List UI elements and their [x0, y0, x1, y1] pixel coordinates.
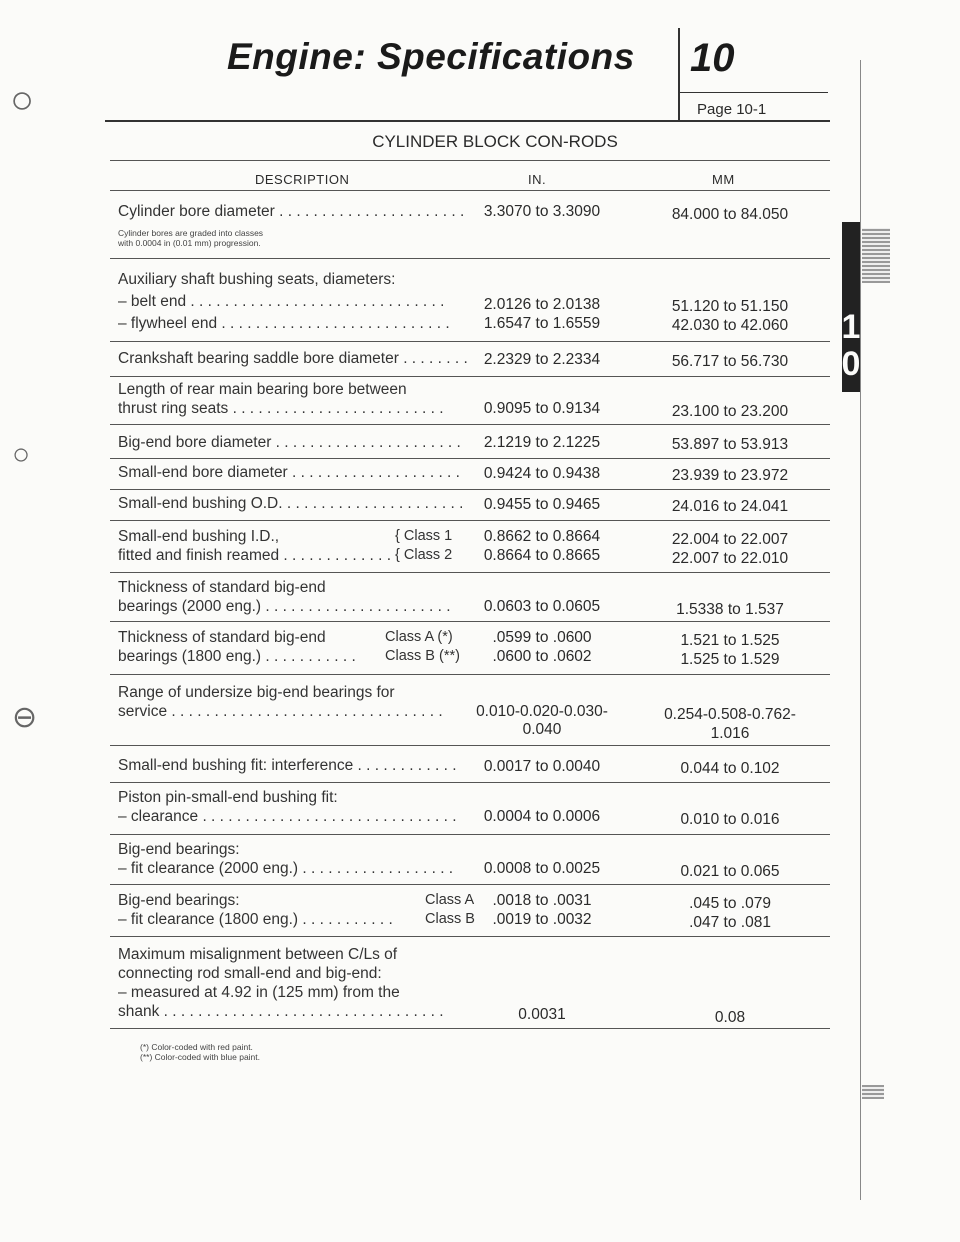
row-desc: Auxiliary shaft bushing seats, diameters: [118, 271, 396, 288]
row-mm-value: 1.525 to 1.529 [680, 651, 780, 668]
row-divider [110, 782, 830, 783]
row-desc: connecting rod small-end and big-end: [118, 965, 382, 982]
footnote: (*) Color-coded with red paint. [140, 1042, 253, 1052]
footnote: (**) Color-coded with blue paint. [140, 1052, 261, 1062]
row-divider [110, 621, 830, 622]
row-divider [110, 376, 830, 377]
row-desc: shank . . . . . . . . . . . . . . . . . . . . . . . . . . . . . . . . . [118, 1003, 444, 1020]
row-mm-value: 1.016 [710, 725, 750, 742]
binder-hole-icon: ⊖ [12, 701, 38, 734]
row-mm-value: .047 to .081 [689, 914, 771, 931]
row-desc: Big-end bearings: [118, 892, 240, 909]
row-desc: Range of undersize big-end bearings for [118, 684, 395, 701]
header-bottom-rule [110, 190, 830, 191]
page-edge-line [860, 60, 861, 1200]
row-mm-value: 1.5338 to 1.537 [676, 601, 784, 618]
row-desc: – flywheel end . . . . . . . . . . . . . . . . . . . . . . . . . . . [118, 315, 450, 332]
row-divider [110, 572, 830, 573]
row-desc: Thickness of standard big-end [118, 579, 326, 596]
row-in-value: 2.0126 to 2.0138 [483, 296, 601, 313]
row-mm-value: 56.717 to 56.730 [671, 353, 789, 370]
row-desc: Crankshaft bearing saddle bore diameter . . . . . . . . [118, 350, 468, 367]
row-desc: Length of rear main bearing bore between [118, 381, 407, 398]
row-desc: Cylinder bore diameter . . . . . . . . . . . . . . . . . . . . . . [118, 203, 465, 220]
row-desc: – clearance . . . . . . . . . . . . . . . . . . . . . . . . . . . . . . [118, 808, 457, 825]
row-desc: – fit clearance (1800 eng.) . . . . . . . . . . . [118, 911, 393, 928]
row-mm-value: 23.100 to 23.200 [671, 403, 789, 420]
row-desc: – fit clearance (2000 eng.) . . . . . . . . . . . . . . . . . . [118, 860, 454, 877]
row-in-value: 0.0603 to 0.0605 [483, 598, 601, 615]
row-divider [110, 458, 830, 459]
row-note: Cylinder bores are graded into classes [118, 228, 264, 238]
row-divider [110, 258, 830, 259]
row-divider [110, 745, 830, 746]
row-desc: Small-end bushing O.D. . . . . . . . . . . . . . . . . . . . . . [118, 495, 464, 512]
table-top-rule [110, 160, 830, 161]
row-mm-value: 0.010 to 0.016 [680, 811, 780, 828]
row-mm-value: 23.939 to 23.972 [671, 467, 789, 484]
row-divider [110, 520, 830, 521]
row-mm-value: 42.030 to 42.060 [671, 317, 789, 334]
row-divider [110, 936, 830, 937]
row-desc: Thickness of standard big-end [118, 629, 326, 646]
row-mm-value: 0.044 to 0.102 [680, 760, 780, 777]
row-in-value: 0.9424 to 0.9438 [483, 465, 601, 482]
row-desc: – measured at 4.92 in (125 mm) from the [118, 984, 400, 1001]
row-class-label: Class B [425, 911, 475, 927]
row-in-value: 0.040 [522, 721, 562, 738]
section-title: CYLINDER BLOCK CON-RODS [372, 132, 618, 151]
row-in-value: 0.8662 to 0.8664 [483, 528, 601, 545]
row-desc: Maximum misalignment between C/Ls of [118, 946, 398, 963]
chapter-tab-digit: 1 [841, 308, 861, 346]
row-class-label: Class B (**) [385, 648, 460, 664]
chapter-number: 10 [690, 36, 735, 80]
row-desc: Small-end bushing fit: interference . . . . . . . . . . . . [118, 757, 457, 774]
row-desc: bearings (2000 eng.) . . . . . . . . . . . . . . . . . . . . . . [118, 598, 451, 615]
row-divider [110, 674, 830, 675]
row-desc: Big-end bearings: [118, 841, 240, 858]
row-in-value: 2.2329 to 2.2334 [483, 351, 601, 368]
row-desc: Big-end bore diameter . . . . . . . . . . . . . . . . . . . . . . [118, 434, 461, 451]
row-class-label: Class A (*) [385, 629, 453, 645]
row-divider [110, 884, 830, 885]
row-mm-value: 84.000 to 84.050 [671, 206, 789, 223]
row-desc: service . . . . . . . . . . . . . . . . . . . . . . . . . . . . . . . . [118, 703, 443, 720]
row-mm-value: 22.004 to 22.007 [671, 531, 789, 548]
row-mm-value: 0.021 to 0.065 [680, 863, 780, 880]
row-in-value: 1.6547 to 1.6559 [483, 315, 601, 332]
row-desc: bearings (1800 eng.) . . . . . . . . . . . [118, 648, 356, 665]
col-header-in: IN. [528, 172, 547, 187]
tab-texture [862, 1085, 884, 1099]
row-mm-value: 24.016 to 24.041 [671, 498, 789, 515]
col-header-description: DESCRIPTION [255, 172, 350, 187]
header-underline [105, 120, 830, 122]
row-in-value: 0.0017 to 0.0040 [483, 758, 601, 775]
row-divider [110, 834, 830, 835]
tab-texture [862, 228, 890, 283]
row-mm-value: 1.521 to 1.525 [680, 632, 780, 649]
table-bottom-rule [110, 1028, 830, 1029]
binder-hole-icon: ○ [10, 78, 35, 122]
row-mm-value: 0.254-0.508-0.762- [664, 706, 796, 723]
row-in-value: .0600 to .0602 [492, 648, 592, 665]
row-divider [110, 424, 830, 425]
row-desc: thrust ring seats . . . . . . . . . . . . . . . . . . . . . . . . . [118, 400, 444, 417]
row-mm-value: 22.007 to 22.010 [671, 550, 789, 567]
row-desc: – belt end . . . . . . . . . . . . . . . . . . . . . . . . . . . . . . [118, 293, 445, 310]
row-note: with 0.0004 in (0.01 mm) progression. [118, 238, 261, 248]
row-in-value: 3.3070 to 3.3090 [483, 203, 601, 220]
row-class-label: { Class 2 [395, 547, 453, 563]
header-divider [678, 28, 680, 120]
row-desc: fitted and finish reamed . . . . . . . . . . . . . [118, 547, 392, 564]
row-desc: Small-end bushing I.D., [118, 528, 280, 545]
row-in-value: 0.0004 to 0.0006 [483, 808, 601, 825]
row-in-value: 0.0008 to 0.0025 [483, 860, 601, 877]
row-in-value: 0.8664 to 0.8665 [483, 547, 601, 564]
row-mm-value: 0.08 [714, 1009, 746, 1026]
row-in-value: 2.1219 to 2.1225 [483, 434, 601, 451]
row-mm-value: 51.120 to 51.150 [671, 298, 789, 315]
row-in-value: 0.010-0.020-0.030- [476, 703, 608, 720]
binder-hole-icon: ○ [12, 438, 31, 471]
chapter-tab-digit: 0 [841, 345, 861, 383]
row-class-label: Class A [425, 892, 475, 908]
col-header-mm: MM [712, 172, 735, 187]
row-in-value: .0599 to .0600 [492, 629, 592, 646]
row-mm-value: .045 to .079 [689, 895, 771, 912]
page-title: Engine: Specifications [227, 36, 635, 77]
row-in-value: 0.9095 to 0.9134 [483, 400, 601, 417]
row-divider [110, 489, 830, 490]
row-class-label: { Class 1 [395, 528, 453, 544]
row-in-value: 0.0031 [518, 1006, 566, 1023]
row-in-value: .0019 to .0032 [492, 911, 592, 928]
row-in-value: .0018 to .0031 [492, 892, 592, 909]
row-mm-value: 53.897 to 53.913 [671, 436, 789, 453]
row-divider [110, 341, 830, 342]
row-in-value: 0.9455 to 0.9465 [483, 496, 601, 513]
row-desc: Small-end bore diameter . . . . . . . . . . . . . . . . . . . . [118, 464, 460, 481]
row-desc: Piston pin-small-end bushing fit: [118, 789, 338, 806]
header-rule [680, 92, 828, 93]
page-number: Page 10-1 [697, 101, 767, 118]
